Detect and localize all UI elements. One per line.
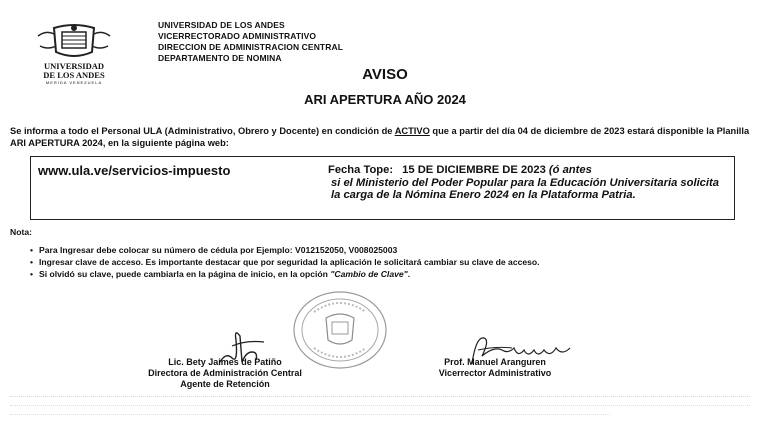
note-item bbox=[30, 256, 760, 268]
web-address[interactable]: www.ula.ve/servicios-impuesto bbox=[38, 163, 231, 178]
logo-text-merida: MERIDA VENEZUELA bbox=[45, 80, 103, 85]
header-line-vicerrectorado: VICERRECTORADO ADMINISTRATIVO bbox=[158, 31, 317, 41]
header-line-university: UNIVERSIDAD DE LOS ANDES bbox=[158, 20, 285, 30]
intro-paragraph bbox=[10, 125, 762, 149]
header-line-direccion: DIRECCION DE ADMINISTRACION CENTRAL bbox=[158, 42, 343, 52]
note-text-3-end: . bbox=[407, 269, 411, 279]
logo-text-university: UNIVERSIDAD bbox=[44, 61, 104, 71]
note-item bbox=[30, 244, 760, 256]
notice-subtitle: ARI APERTURA AÑO 2024 bbox=[304, 92, 466, 107]
header-line-departamento: DEPARTAMENTO DE NOMINA bbox=[158, 53, 282, 63]
note-text-2: Ingresar clave de acceso. Es importante destacar que por seguridad la aplicación le solicitará cambiar su clave de acceso. bbox=[39, 257, 540, 267]
signature-block-right bbox=[400, 357, 590, 379]
intro-text-end: que a partir del día 04 de diciembre de 2023 estará disponible la Planilla ARI APERTURA 2024, en la siguiente página web: bbox=[10, 126, 750, 148]
note-item bbox=[30, 268, 760, 280]
signer-right-role: Vicerrector Administrativo bbox=[438, 368, 552, 378]
bullet-icon: • bbox=[30, 269, 34, 279]
scan-noise bbox=[10, 392, 750, 416]
signer-right-name: Prof. Manuel Aranguren bbox=[444, 357, 546, 367]
info-box bbox=[30, 156, 735, 220]
logo-text-de-los-andes: DE LOS ANDES bbox=[43, 70, 105, 80]
notes-label: Nota: bbox=[10, 227, 32, 237]
bullet-icon: • bbox=[30, 245, 34, 255]
intro-activo: ACTIVO bbox=[394, 126, 430, 136]
note-text-1: Para Ingresar debe colocar su número de cédula por Ejemplo: V012152050, V008025003 bbox=[39, 245, 398, 255]
deadline-note: si el Ministerio del Poder Popular para la Educación Universitaria solicita la carga de la Nómina Enero 2024 en la Plataforma Patria. bbox=[331, 176, 719, 201]
deadline-block bbox=[328, 164, 728, 202]
signer-left-role-2: Agente de Retención bbox=[180, 379, 270, 389]
note-text-3-option: "Cambio de Clave" bbox=[330, 269, 408, 279]
university-crest-icon bbox=[28, 22, 120, 62]
intro-text-start: Se informa a todo el Personal ULA (Administrativo, Obrero y Docente) en condición de bbox=[10, 126, 395, 136]
deadline-date: 15 DE DICIEMBRE DE 2023 bbox=[402, 164, 546, 176]
bullet-icon: • bbox=[30, 257, 34, 267]
notes-list bbox=[30, 244, 760, 280]
deadline-label: Fecha Tope: bbox=[328, 164, 394, 176]
signer-left-name: Lic. Bety Jaimes de Patiño bbox=[168, 357, 282, 367]
signature-block-left bbox=[110, 357, 340, 390]
institution-header bbox=[158, 20, 343, 64]
notice-title: AVISO bbox=[362, 66, 408, 83]
signer-left-role: Directora de Administración Central bbox=[148, 368, 302, 378]
deadline-note-start: (ó antes bbox=[548, 164, 592, 176]
note-text-3a: Si olvidó su clave, puede cambiarla en la página de inicio, en la opción bbox=[39, 269, 331, 279]
